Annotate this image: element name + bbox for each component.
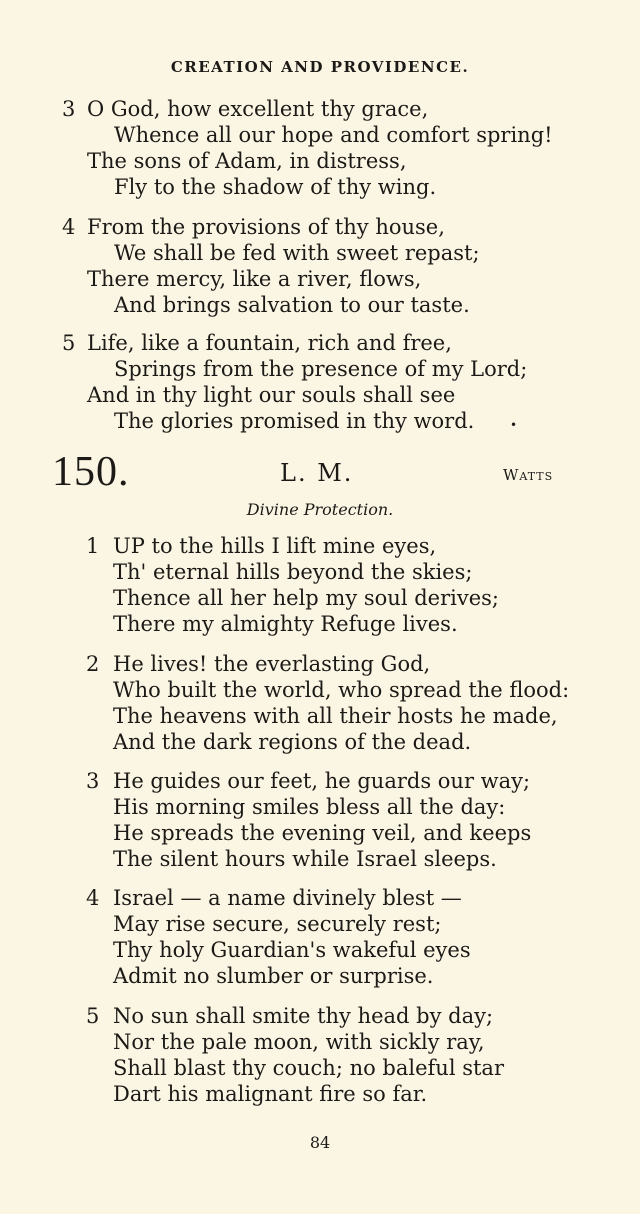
verse-line: The sons of Adam, in distress, <box>87 149 407 173</box>
hymn-number: 150. <box>52 449 130 495</box>
verse-line: O God, how excellent thy grace, <box>87 97 429 121</box>
verse-line: Thence all her help my soul derives; <box>113 586 499 610</box>
verse-line: He lives! the everlasting God, <box>113 652 431 676</box>
verse-line: And in thy light our souls shall see <box>87 383 456 407</box>
stanza-number: 3 <box>62 97 76 121</box>
printer-mark: • <box>510 418 518 432</box>
verse-line: There my almighty Refuge lives. <box>113 612 458 636</box>
verse-line: Fly to the shadow of thy wing. <box>114 175 437 199</box>
verse-line: Springs from the presence of my Lord; <box>114 357 528 381</box>
verse-line: His morning smiles bless all the day: <box>113 795 506 819</box>
verse-line: And brings salvation to our taste. <box>114 293 470 317</box>
verse-line: No sun shall smite thy head by day; <box>113 1004 494 1028</box>
verse-line: Admit no slumber or surprise. <box>113 964 434 988</box>
running-header: CREATION AND PROVIDENCE. <box>170 58 470 76</box>
hymn-meter: L. M. <box>280 459 354 487</box>
verse-line: May rise secure, securely rest; <box>113 912 442 936</box>
verse-line: Dart his malignant fire so far. <box>113 1082 428 1106</box>
stanza-number: 4 <box>62 215 76 239</box>
verse-line: Thy holy Guardian's wakeful eyes <box>113 938 471 962</box>
stanza-number: 2 <box>86 652 100 676</box>
hymn-subtitle: Divine Protection. <box>246 500 394 519</box>
verse-line: And the dark regions of the dead. <box>113 730 472 754</box>
verse-line: Whence all our hope and comfort spring! <box>114 123 553 147</box>
verse-line: We shall be fed with sweet repast; <box>114 241 480 265</box>
stanza-number: 5 <box>86 1004 100 1028</box>
verse-line: He spreads the evening veil, and keeps <box>113 821 532 845</box>
verse-line: The silent hours while Israel sleeps. <box>113 847 497 871</box>
verse-line: The heavens with all their hosts he made, <box>113 704 558 728</box>
verse-line: The glories promised in thy word. <box>114 409 475 433</box>
page-number: 84 <box>309 1133 331 1152</box>
verse-line: UP to the hills I lift mine eyes, <box>113 534 437 558</box>
hymn-author: Watts <box>503 466 554 484</box>
verse-line: There mercy, like a river, flows, <box>87 267 422 291</box>
verse-line: Nor the pale moon, with sickly ray, <box>113 1030 485 1054</box>
verse-line: Israel — a name divinely blest — <box>113 886 462 910</box>
stanza-number: 1 <box>86 534 100 558</box>
verse-line: From the provisions of thy house, <box>87 215 445 239</box>
stanza-number: 4 <box>86 886 100 910</box>
verse-line: Shall blast thy couch; no baleful star <box>113 1056 504 1080</box>
verse-line: Who built the world, who spread the flood: <box>113 678 570 702</box>
stanza-number: 5 <box>62 331 76 355</box>
verse-line: Th' eternal hills beyond the skies; <box>113 560 473 584</box>
verse-line: Life, like a fountain, rich and free, <box>87 331 452 355</box>
verse-line: He guides our feet, he guards our way; <box>113 769 531 793</box>
stanza-number: 3 <box>86 769 100 793</box>
